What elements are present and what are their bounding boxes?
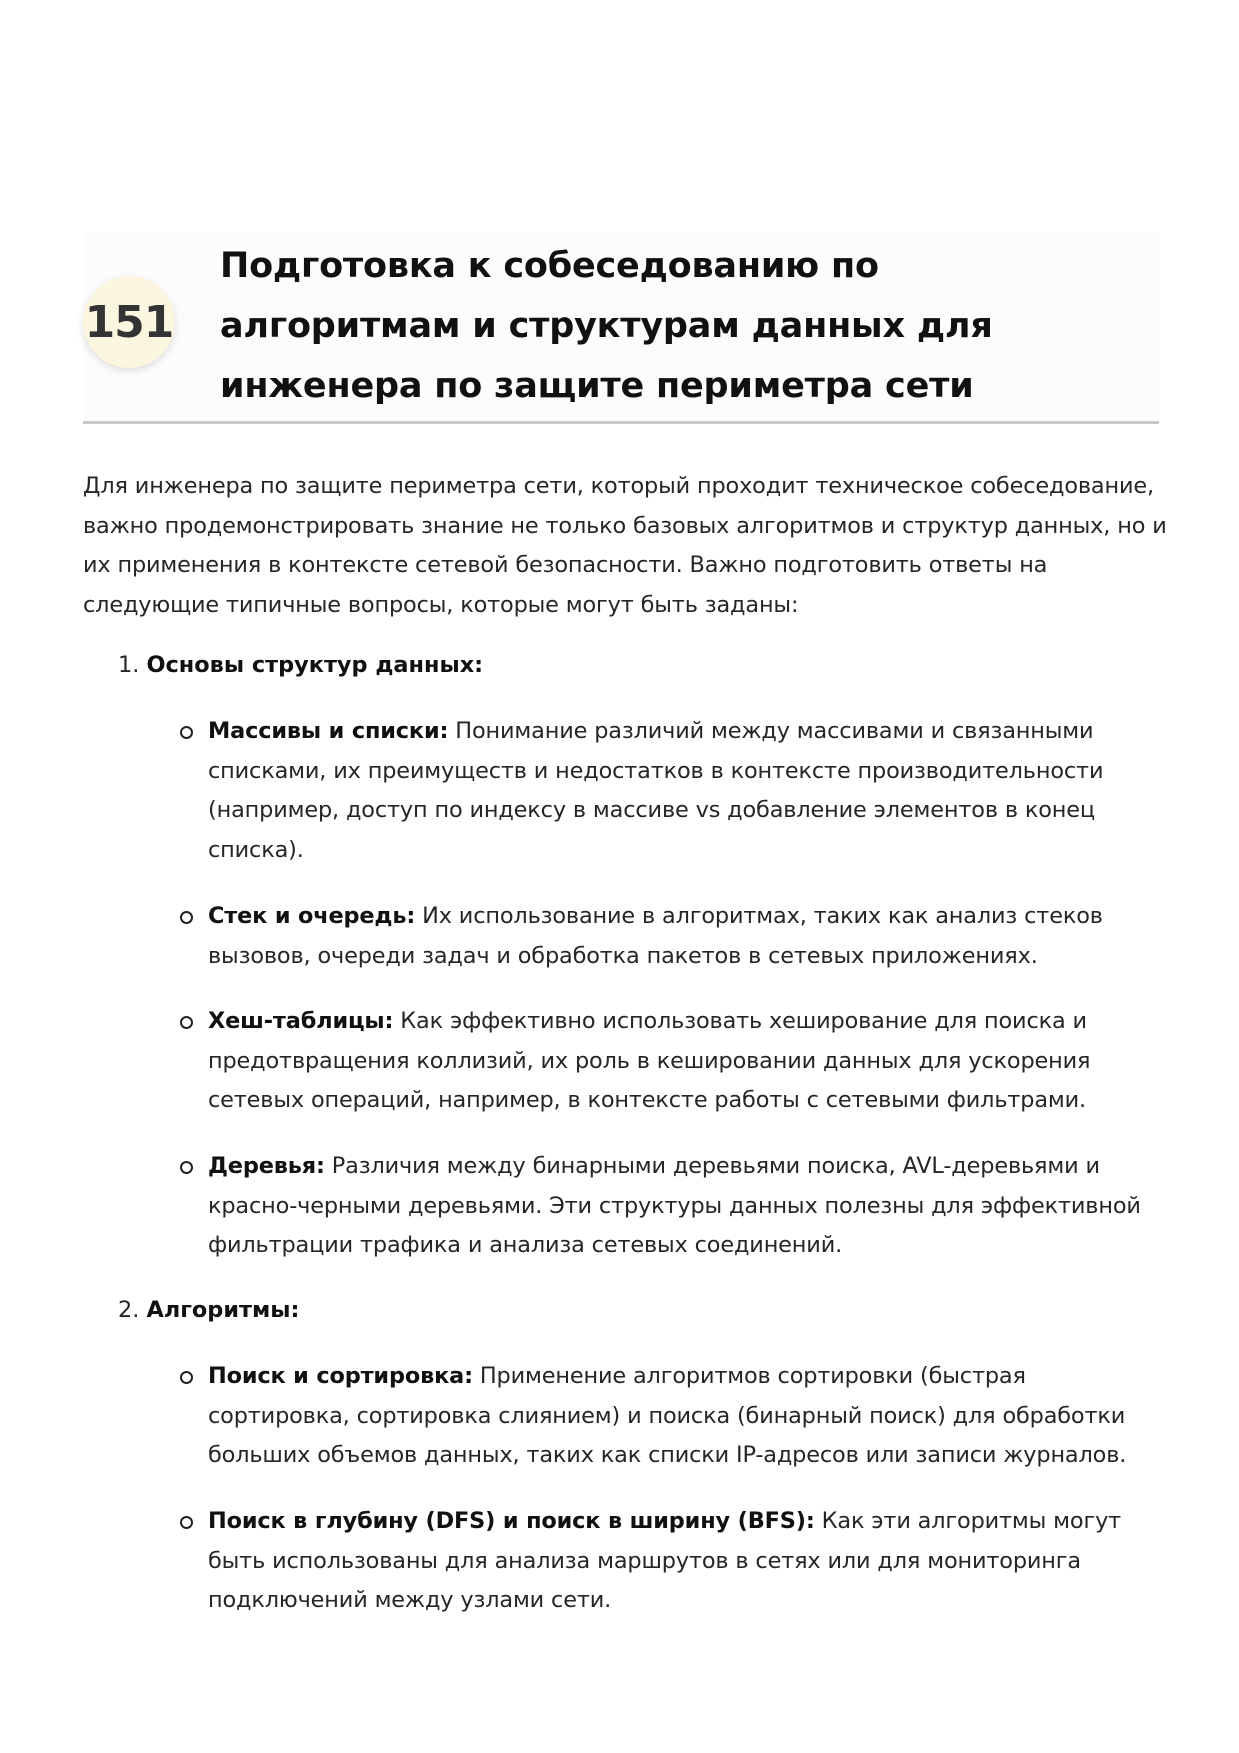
list-item [208, 1357, 1168, 1476]
item-term: Стек и очередь: [208, 903, 416, 929]
bullet-icon [180, 1371, 193, 1384]
chapter-title: Подготовка к собеседованию по алгоритмам и структурам данных для инженера по защите периметра сети [220, 246, 993, 406]
list-item [208, 897, 1168, 976]
section-heading [118, 645, 483, 685]
list-item [208, 1147, 1168, 1266]
list-item [208, 1002, 1168, 1121]
bullet-icon [180, 1161, 193, 1174]
section-number: 2. [118, 1297, 140, 1323]
item-text: Применение алгоритмов сортировки (быстрая сортировка, сортировка слиянием) и поиска (бинарный поиск) для обработки больших объемов данных, таких как списки IP-адресов или записи журналов. [208, 1363, 1127, 1468]
list-item [208, 712, 1168, 870]
item-text: Различия между бинарными деревьями поиска, AVL-деревьями и красно-черными деревьями. Эти структуры данных полезны для эффективной фильтрации трафика и анализа сетевых соединений. [208, 1153, 1141, 1258]
section-number: 1. [118, 652, 140, 678]
intro-paragraph: Для инженера по защите периметра сети, который проходит техническое собеседование, важно продемонстрировать знание не только базовых алгоритмов и структур данных, но и их применения в контексте сетевой безопасности. Важно подготовить ответы на следующие типичные вопросы, которые могут быть заданы: [83, 473, 1167, 618]
chapter-number-badge: 151 [83, 276, 175, 368]
item-text: Понимание различий между массивами и связанными списками, их преимуществ и недостатков в контексте производительности (например, доступ по индексу в массиве vs добавление элементов в конец списка). [208, 718, 1104, 863]
item-term: Поиск и сортировка: [208, 1363, 473, 1389]
item-text: Как эффективно использовать хеширование для поиска и предотвращения коллизий, их роль в кешировании данных для ускорения сетевых операций, например, в контексте работы с сетевыми фильтрами. [208, 1008, 1091, 1113]
section-title: Основы структур данных: [146, 652, 484, 678]
bullet-icon [180, 911, 193, 924]
item-term: Деревья: [208, 1153, 325, 1179]
bullet-icon [180, 1516, 193, 1529]
item-term: Поиск в глубину (DFS) и поиск в ширину (BFS): [208, 1508, 815, 1534]
item-text: Их использование в алгоритмах, таких как анализ стеков вызовов, очереди задач и обработка пакетов в сетевых приложениях. [208, 903, 1103, 969]
list-item [208, 1502, 1168, 1621]
bullet-icon [180, 1016, 193, 1029]
item-term: Массивы и списки: [208, 718, 449, 744]
bullet-icon [180, 726, 193, 739]
section-heading [118, 1290, 300, 1330]
section-title: Алгоритмы: [146, 1297, 300, 1323]
item-term: Хеш-таблицы: [208, 1008, 394, 1034]
item-text: Как эти алгоритмы могут быть использованы для анализа маршрутов в сетях или для мониторинга подключений между узлами сети. [208, 1508, 1122, 1613]
